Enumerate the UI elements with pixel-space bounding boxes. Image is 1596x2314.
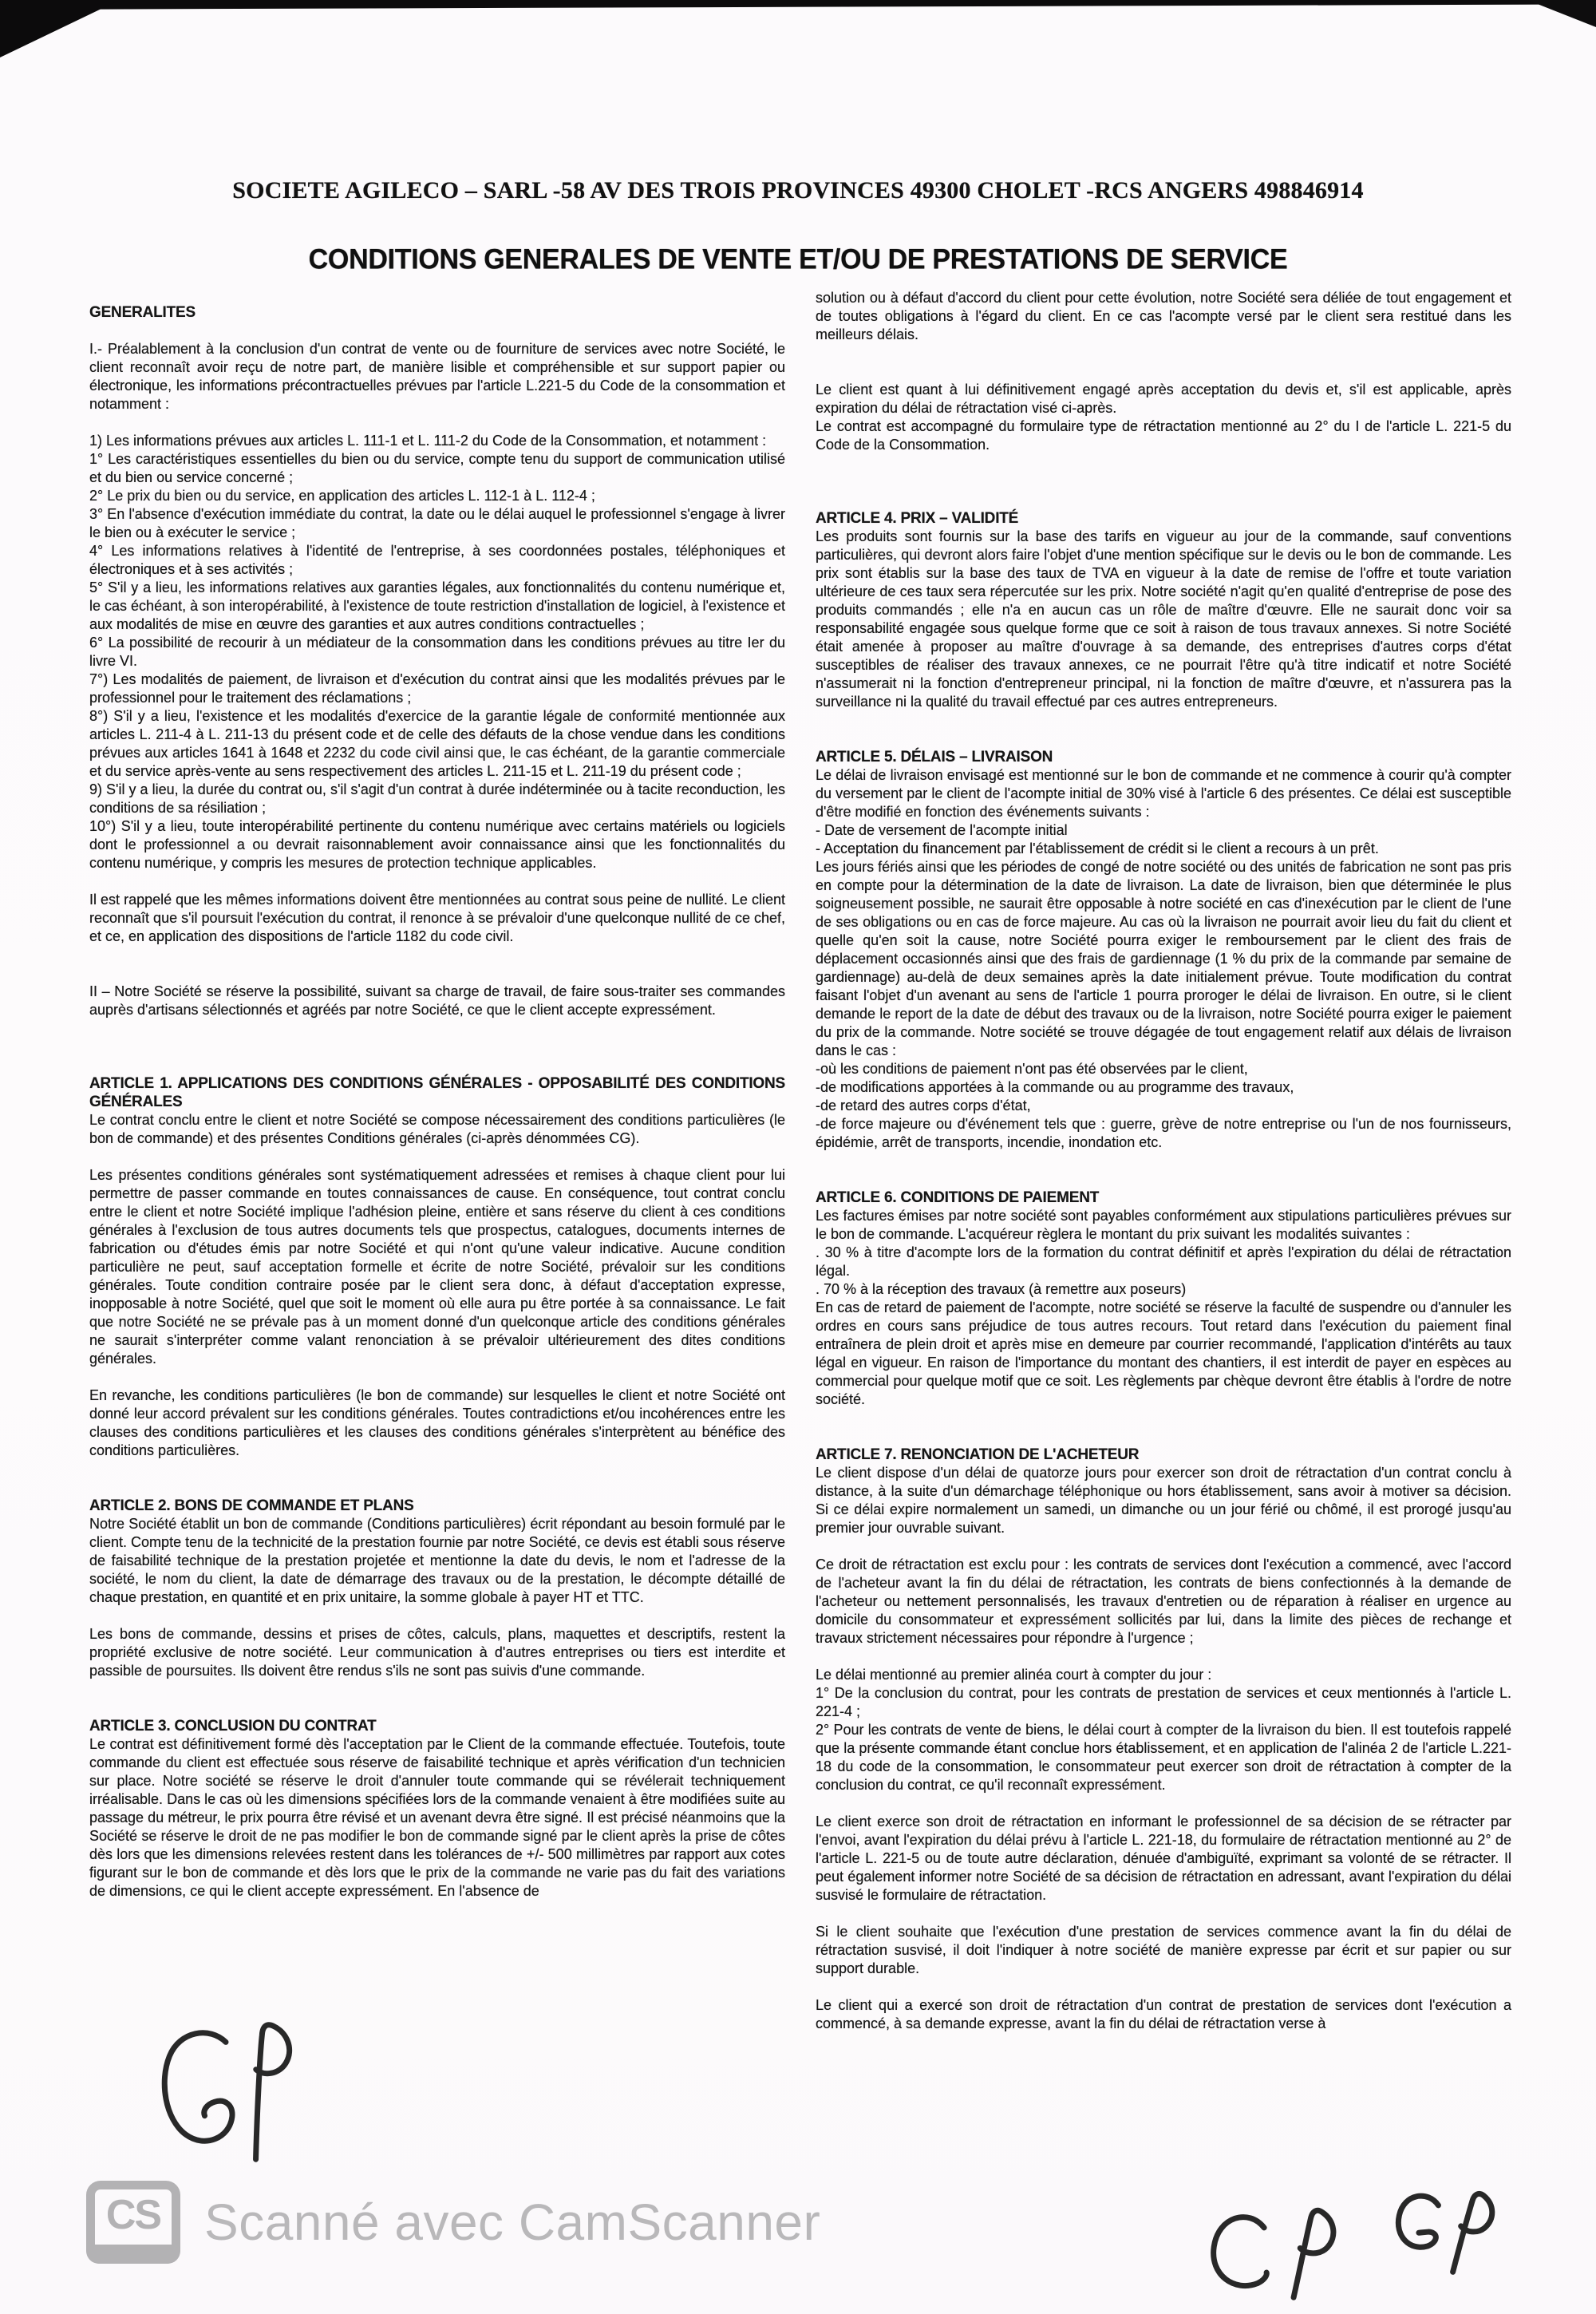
paragraph: Les présentes conditions générales sont systématiquement adressées et remises à chaque client pour lui permettre de passer commande en toutes connaissances de cause. En conséquence, tout contrat conclu entre le client et notre Société implique l'adhésion pleine, entière et sans réserve du client à ces conditions générales à l'exclusion de tous autres documents tels que prospectus, catalogues, documents internes de fabrication ou d'études émis par notre Société et qui n'ont qu'une valeur indicative. Aucune condition particulière ne peut, sauf acceptation formelle et écrite de notre Société, prévaloir sur les conditions générales. Toute condition contraire posée par le client sera donc, à défaut d'acceptation expresse, inopposable à notre Société, quel que soit le moment où elle aura pu être portée à sa connaissance. Le fait que notre Société ne se prévale pas à un moment donné d'un quelconque article des conditions générales ne saurait s'interpréter comme valant renonciation à se prévaloir ultérieurement des dites conditions générales. <box>89 1167 785 1367</box>
text-line: Le contrat est accompagné du formulaire type de rétractation mentionné au 2° du I de l'article L. 221-5 du Code de la Consommation. <box>816 418 1511 453</box>
paragraph: Le client exerce son droit de rétractation en informant le professionnel de sa décision de se rétracter par l'envoi, avant l'expiration du délai prévu à l'article L. 221-18, du formulaire de rétractation mentionné au 2° de l'article L. 221-5 ou de toute autre déclaration, dénuée d'ambiguïté, exprimant sa volonté de se rétracter. Il peut également informer notre Société de sa décision de rétractation en adressant, avant l'expiration du délai susvisé le formulaire de rétractation. <box>816 1814 1511 1903</box>
text-line: -de retard des autres corps d'état, <box>816 1098 1031 1113</box>
text-line: - Acceptation du financement par l'établissement de crédit si le client a recours à un prêt. <box>816 841 1379 856</box>
text-line: 6° La possibilité de recourir à un médiateur de la consommation dans les conditions prévues au titre Ier du livre VI. <box>89 635 785 669</box>
paragraph: Les bons de commande, dessins et prises de côtes, calculs, plans, maquettes et descriptifs, restent la propriété exclusive de notre société. Leur communication à d'autres entreprises ou tiers est interdite et passible de poursuites. Ils doivent être rendus s'ils ne sont pas suivis d'une commande. <box>89 1626 785 1679</box>
left-column <box>89 289 785 2033</box>
text-line: -de modifications apportées à la commande ou au programme des travaux, <box>816 1079 1294 1095</box>
camscanner-logo-icon <box>86 2181 180 2264</box>
article-heading: ARTICLE 6. CONDITIONS DE PAIEMENT <box>816 1189 1100 1206</box>
scan-artifact-top-edge <box>0 0 1596 10</box>
article-heading: ARTICLE 5. DÉLAIS – LIVRAISON <box>816 749 1053 765</box>
article-heading: ARTICLE 4. PRIX – VALIDITÉ <box>816 510 1019 527</box>
paragraph: solution ou à défaut d'accord du client pour cette évolution, notre Société sera déliée de tout engagement et de toutes obligations à l'égard du client. En ce cas l'acompte versé par le client sera restitué dans les meilleurs délais. <box>816 290 1511 342</box>
camscanner-watermark <box>86 2181 820 2264</box>
document-title: CONDITIONS GENERALES DE VENTE ET/OU DE PRESTATIONS DE SERVICE <box>308 243 1288 275</box>
paragraph: Ce droit de rétractation est exclu pour : les contrats de services dont l'exécution a commencé, avec l'accord de l'acheteur avant la fin du délai de rétractation, les contrats de biens confectionnés à la demande de l'acheteur ou nettement personnalisés, les travaux d'entretien ou de réparation à réaliser en urgence au domicile du consommateur et expressément sollicités par lui, dans la limite des pièces de rechange et travaux strictement nécessaires pour répondre à l'urgence ; <box>816 1557 1511 1646</box>
paragraph: Le client qui a exercé son droit de rétractation d'un contrat de prestation de services dont l'exécution a commencé, à sa demande expresse, avant la fin du délai de rétractation verse à <box>816 1997 1511 2031</box>
handwritten-initials-left <box>144 2011 319 2179</box>
text-line: -de force majeure ou d'événement tels que : guerre, grève de notre entreprise ou l'un de nos fournisseurs, épidémie, arrêt de transports, incendie, inondation etc. <box>816 1116 1511 1150</box>
paragraph: II – Notre Société se réserve la possibilité, suivant sa charge de travail, de faire sous-traiter ses commandes auprès d'artisans sélectionnés et agréés par notre Société, ce que le client accepte expressément. <box>89 983 785 1018</box>
text-line: 5° S'il y a lieu, les informations relatives aux garanties légales, aux fonctionnalités du contenu numérique et, le cas échéant, à son interopérabilité, à l'existence de toute restriction d'installation de logiciel, à l'existence et aux modalités de mise en œuvre des garanties et aux autres conditions contractuelles ; <box>89 579 785 632</box>
text-line: 2° Pour les contrats de vente de biens, le délai court à compter de la livraison du bien. Il est toutefois rappelé que la présente commande étant conclue hors établissement, et en application de l'alinéa 2 de l'article L.221-18 du code de la consommation, le consommateur peut exercer son droit de rétractation à compter de la conclusion du contrat, ce qu'il reconnaît expressément. <box>816 1722 1511 1793</box>
paragraph-lines <box>816 381 1511 454</box>
paragraph: Si le client souhaite que l'exécution d'une prestation de services commence avant la fin du délai de rétractation susvisé, il doit l'indiquer à notre société de manière expresse par écrit et sur papier ou sur support durable. <box>816 1924 1511 1976</box>
company-header: SOCIETE AGILECO – SARL -58 AV DES TROIS PROVINCES 49300 CHOLET -RCS ANGERS 498846914 <box>232 177 1364 204</box>
paragraph-lines <box>816 1207 1511 1409</box>
paragraph: I.- Préalablement à la conclusion d'un contrat de vente ou de fourniture de services avec notre Société, le client reconnaît avoir reçu de notre part, de manière lisible et compréhensible et sur support papier ou électronique, les informations précontractuelles prévues par l'article L.221-5 du Code de la consommation et notamment : <box>89 341 785 412</box>
paragraph: En revanche, les conditions particulières (le bon de commande) sur lesquelles le client et notre Société ont donné leur accord prévalent sur les conditions générales. Toutes contradictions et/ou incohérences entre les clauses des conditions particulières et les clauses des conditions générales s'interprètent au bénéfice des conditions particulières. <box>89 1387 785 1458</box>
text-line: 1) Les informations prévues aux articles L. 111-1 et L. 111-2 du Code de la Consommation, et notamment : <box>89 433 767 449</box>
article-heading: ARTICLE 3. CONCLUSION DU CONTRAT <box>89 1718 377 1735</box>
text-line: - Date de versement de l'acompte initial <box>816 822 1068 838</box>
text-line: Le client est quant à lui définitivement engagé après acceptation du devis et, s'il est applicable, après expiration du délai de rétractation visé ci-après. <box>816 382 1511 416</box>
right-column <box>816 289 1511 2033</box>
paragraph: Les produits sont fournis sur la base des tarifs en vigueur au jour de la commande, sauf conventions particulières, qui devront alors faire l'objet d'une mention spécifique sur le devis ou le bon de commande. Les prix sont établis sur la base des taux de TVA en vigueur à la date de remise de l'offre et toute variation ultérieure de ces taux sera répercutée sur les prix. Notre société n'agit qu'en qualité d'entreprise de pose des produits commandés ; elle n'a en aucun cas un rôle de maître d'œuvre. Elle ne saurait donc voir sa responsabilité engagée sous quelque forme que ce soit à raison de tous travaux annexes. Si notre Société était amenée à proposer au maître d'ouvrage à sa demande, des entreprises d'autres corps d'état susceptibles de réaliser des travaux annexes, ce ne pourrait l'être qu'à titre indicatif et notre Société n'assumerait ni la fonction d'entrepreneur principal, ni la fonction de maître d'œuvre, et n'assurera pas la surveillance ni la qualité du travail effectué par ces autres entrepreneurs. <box>816 528 1511 710</box>
article-heading: ARTICLE 2. BONS DE COMMANDE ET PLANS <box>89 1497 414 1514</box>
paragraph: Le client dispose d'un délai de quatorze jours pour exercer son droit de rétractation d'un contrat conclu à distance, à la suite d'un démarchage téléphonique ou hors établissement, sans avoir à motiver sa décision. Si ce délai expire normalement un samedi, un dimanche ou un jour férié ou chômé, il est prorogé jusqu'au premier jour ouvrable suivant. <box>816 1465 1511 1536</box>
camscanner-logo-text: CS <box>105 2192 161 2238</box>
text-line: Le délai mentionné au premier alinéa court à compter du jour : <box>816 1667 1212 1683</box>
text-line: 4° Les informations relatives à l'identité de l'entreprise, à ses coordonnées postales, téléphoniques et électroniques et à ses activités ; <box>89 543 785 577</box>
text-line: 8°) S'il y a lieu, l'existence et les modalités d'exercice de la garantie légale de conformité mentionnée aux articles L. 211-4 à L. 211-13 du présent code et de celle des défauts de la chose vendue dans les conditions prévues aux articles 1641 à 1648 et 2232 du code civil ainsi que, le cas échéant, de la garantie commerciale et du service après-vente au sens respectivement des articles L. 211-15 et L. 211-19 du présent code ; <box>89 708 785 779</box>
text-line: En cas de retard de paiement de l'acompte, notre société se réserve la faculté de suspendre ou d'annuler les ordres en cours sans préjudice de tous autres recours. Tout retard dans l'exécution du paiement final entraînera de plein droit et après mise en demeure par courrier recommandé, l'application d'intérêts au taux légal en vigueur. En raison de l'importance du montant des chantiers, il est interdit de payer en espèces au commercial pour quelque motif que ce soit. Les règlements par chèque devront être établis à l'ordre de notre société. <box>816 1299 1511 1407</box>
scan-artifact-top-left <box>0 0 120 57</box>
paragraph-lines <box>89 432 785 872</box>
text-line: Les factures émises par notre société sont payables conformément aux stipulations particulières prévues sur le bon de commande. L'acquéreur règlera le montant du prix suivant les modalités suivantes : <box>816 1208 1511 1242</box>
camscanner-logo-bar <box>86 2245 180 2264</box>
text-line: 2° Le prix du bien ou du service, en application des articles L. 112-1 à L. 112-4 ; <box>89 488 595 504</box>
handwritten-initials-cp <box>1199 2198 1378 2308</box>
article-heading: ARTICLE 1. APPLICATIONS DES CONDITIONS GÉNÉRALES - OPPOSABILITÉ DES CONDITIONS GÉNÉRALES <box>89 1075 785 1110</box>
text-line: Les jours fériés ainsi que les périodes de congé de notre société ou des unités de fabrication ne sont pas pris en compte pour la détermination de la date de livraison. La date de livraison, bien que déterminée le plus soigneusement possible, ne saurait être opposable à notre société en cas d'inexécution par le client de l'une de ses obligations ou en cas de force majeure. Au cas où la livraison ne pourrait avoir lieu du fait du client et quelle qu'en soit la cause, notre Société pourra exiger le remboursement par le client des frais de déplacement occasionnés ainsi que des frais de gardiennage (1 % du prix de la commande par semaine de gardiennage) au-delà de deux semaines après la date initialement prévue. Toute modification du contrat faisant l'objet d'un avenant au sens de l'article 1 pourra proroger le délai de livraison. En outre, si le client demande le report de la date de début des travaux ou de la livraison, notre Société pourra exiger le paiement du prix de la commande. Notre société se trouve dégagée de tout engagement relatif aux délais de livraison dans le cas : <box>816 859 1511 1058</box>
text-line: Le délai de livraison envisagé est mentionné sur le bon de commande et ne commence à courir qu'à compter du versement par le client de l'acompte initial de 30% visé à l'article 6 des présentes. Ce délai est susceptible d'être modifié en fonction des événements suivants : <box>816 767 1511 820</box>
article-heading: ARTICLE 7. RENONCIATION DE L'ACHETEUR <box>816 1446 1140 1463</box>
text-line: 1° Les caractéristiques essentielles du bien ou du service, compte tenu du support de communication utilisé et du bien ou service concerné ; <box>89 451 785 485</box>
text-line: 9) S'il y a lieu, la durée du contrat ou, s'il s'agit d'un contrat à durée indéterminée ou à tacite reconduction, les conditions de sa résiliation ; <box>89 781 785 816</box>
text-line: 7°) Les modalités de paiement, de livraison et d'exécution du contrat ainsi que les modalités prévues par le professionnel pour le traitement des réclamations ; <box>89 671 785 706</box>
text-line: . 30 % à titre d'acompte lors de la formation du contrat définitif et après l'expiration du délai de rétractation légal. <box>816 1244 1511 1279</box>
text-line: . 70 % à la réception des travaux (à remettre aux poseurs) <box>816 1281 1187 1297</box>
scan-artifact-top-right <box>1527 0 1596 27</box>
paragraph: Le contrat conclu entre le client et notre Société se compose nécessairement des conditions particulières (le bon de commande) et des présentes Conditions générales (ci-après dénommées CG). <box>89 1112 785 1146</box>
paragraph-lines <box>816 1666 1511 1794</box>
paragraph: Notre Société établit un bon de commande (Conditions particulières) écrit répondant au besoin formulé par le client. Compte tenu de la technicité de la prestation fournie par notre Société, ce devis est établi sous réserve de faisabilité technique de la prestation projetée et mentionne la date du devis, le nom et l'adresse de la société, le nom du client, la date de démarrage des travaux ou de la prestation, le décompte détaillé de chaque prestation, en quantité et en prix unitaire, la somme globale à payer HT et TTC. <box>89 1516 785 1605</box>
text-line: -où les conditions de paiement n'ont pas été observées par le client, <box>816 1061 1248 1077</box>
paragraph: Il est rappelé que les mêmes informations doivent être mentionnées au contrat sous peine de nullité. Le client reconnaît que s'il poursuit l'exécution du contrat, il renonce à se prévaloir d'une quelconque nullité de ce chef, et ce, en application des dispositions de l'article 1182 du code civil. <box>89 892 785 944</box>
paragraph: Le contrat est définitivement formé dès l'acceptation par le Client de la commande effectuée. Toutefois, toute commande du client est effectuée sous réserve de faisabilité technique et après vérification d'un technicien sur place. Notre société se réserve le droit d'annuler toute commande qui se révélerait techniquement irréalisable. Dans le cas où les dimensions spécifiées lors de la commande venaient à être modifiées suite au passage du métreur, le prix pourra être révisé et un avenant devra être signé. Il est précisé néanmoins que la Société se réserve le droit de ne pas modifier le bon de commande signé par le client après la prise de côtes dès lors que les dimensions relevées restent dans les tolérances de +/- 500 millimètres par rapport aux cotes figurant sur le bon de commande et dès lors que le prix de la commande ne varie pas du fait des variations de dimensions, ce qui le client accepte expressément. En l'absence de <box>89 1736 785 1899</box>
paragraph-lines <box>816 766 1511 1152</box>
camscanner-watermark-label: Scanné avec CamScanner <box>204 2193 821 2251</box>
text-line: 3° En l'absence d'exécution immédiate du contrat, la date ou le délai auquel le professionnel s'engage à livrer le bien ou à exécuter le service ; <box>89 506 785 540</box>
text-line: 1° De la conclusion du contrat, pour les contrats de prestation de services et ceux mentionnés à l'article L. 221-4 ; <box>816 1685 1511 1719</box>
handwritten-initials-gp <box>1384 2181 1518 2286</box>
text-line: 10°) S'il y a lieu, toute interopérabilité pertinente du contenu numérique avec certains matériels ou logiciels dont le professionnel a ou devrait raisonnablement avoir connaissance ainsi que les fonctionnalités du contenu numérique, y compris les mesures de protection technique applicables. <box>89 818 785 871</box>
two-column-body <box>89 289 1511 2033</box>
article-heading: GENERALITES <box>89 304 196 321</box>
